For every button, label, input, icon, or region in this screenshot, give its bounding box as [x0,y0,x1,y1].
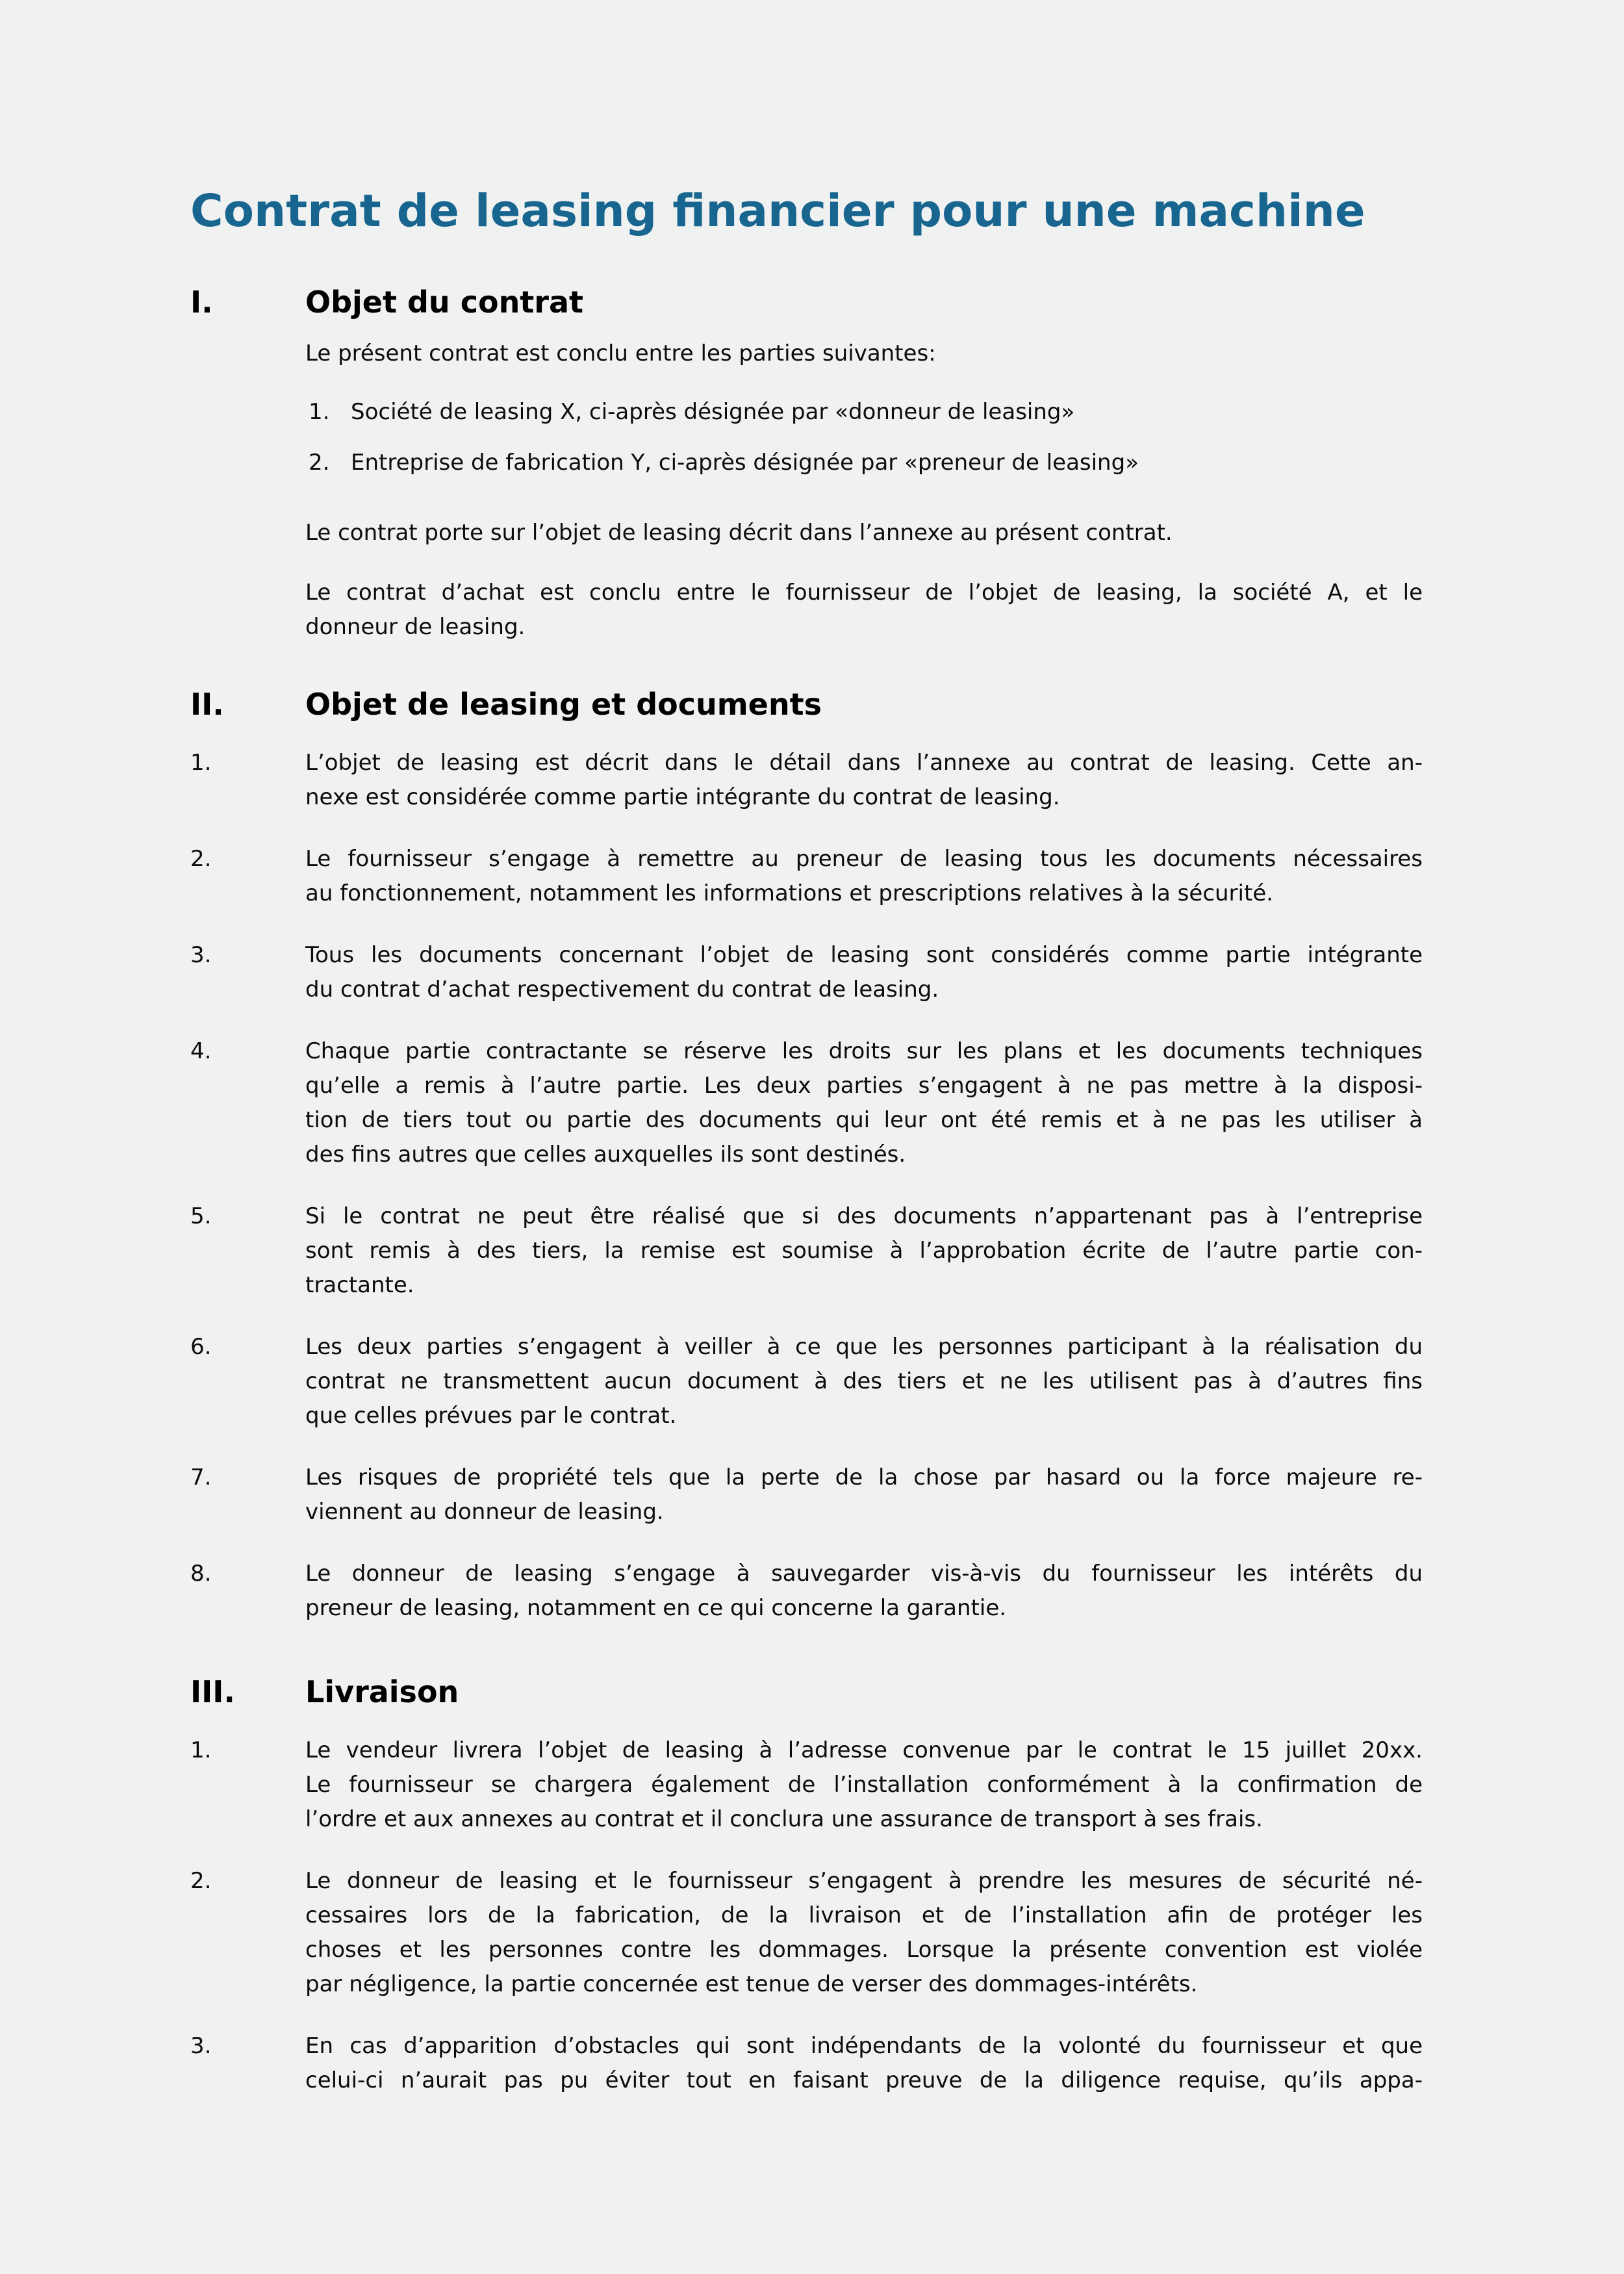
party-text [351,395,1423,429]
text-line: tion de tiers tout ou partie des documents qui leur ont été remis et à ne pas les utiliser à [305,1107,1423,1133]
document-title: Contrat de leasing financier pour une machine [190,185,1365,237]
clause-number: 1. [190,750,212,776]
party-number: 2. [309,450,330,476]
clause-text [305,1733,1423,1837]
clause-number: 2. [190,1868,212,1894]
text-line: que celles prévues par le contrat. [305,1403,677,1429]
clause-row [190,1864,1423,2002]
section-numeral: III. [190,1674,235,1709]
section-numeral: I. [190,285,213,320]
text-line: Le donneur de leasing et le fournisseur s’engagent à prendre les mesures de sécurité né- [305,1868,1423,1894]
clause-text [305,842,1423,911]
text-line: du contrat d’achat respectivement du contrat de leasing. [305,977,939,1003]
text-line: Le vendeur livrera l’objet de leasing à l’adresse convenue par le contrat le 15 juillet 20xx. [305,1737,1423,1763]
clause-row [190,842,1423,911]
text-line: preneur de leasing, notamment en ce qui concerne la garantie. [305,1595,1007,1621]
clause-text [305,2029,1423,2098]
clause-row [190,1733,1423,1837]
clause-number: 7. [190,1464,212,1490]
section-ii-clauses [190,746,1423,1626]
object-paragraph [305,516,1423,550]
text-line: Les deux parties s’engagent à veiller à ce que les personnes participant à la réalisation du [305,1334,1423,1360]
section-label: Objet du contrat [305,285,584,320]
clause-number: 4. [190,1038,212,1064]
text-line: des fins autres que celles auxquelles ils sont destinés. [305,1142,906,1168]
text-line: Société de leasing X, ci-après désignée par «donneur de leasing» [351,399,1075,425]
clause-text [305,1034,1423,1172]
party-number: 1. [309,399,330,425]
clause-text [305,1199,1423,1303]
text-line: Le fournisseur s’engage à remettre au preneur de leasing tous les documents nécessaires [305,846,1423,872]
text-line: par négligence, la partie concernée est tenue de verser des dommages-intérêts. [305,1971,1198,1997]
party-row [309,395,1423,429]
text-line: qu’elle a remis à l’autre partie. Les deux parties s’engagent à ne pas mettre à la disposi- [305,1073,1423,1099]
text-line: celui-ci n’aurait pas pu éviter tout en faisant preuve de la diligence requise, qu’ils appa- [305,2067,1423,2093]
section-label: Objet de leasing et documents [305,687,822,722]
text-line: Le fournisseur se chargera également de l’installation conformément à la confirmation de [305,1772,1423,1798]
clause-row [190,746,1423,815]
text-line: nexe est considérée comme partie intégrante du contrat de leasing. [305,784,1060,810]
clause-text [305,1557,1423,1626]
clause-row [190,2029,1423,2098]
text-line: contrat ne transmettent aucun document à des tiers et ne les utilisent pas à d’autres fins [305,1368,1423,1394]
text-line: Si le contrat ne peut être réalisé que si des documents n’appartenant pas à l’entreprise [305,1203,1423,1229]
clause-row [190,1034,1423,1172]
text-line: viennent au donneur de leasing. [305,1499,664,1525]
clause-row [190,1330,1423,1433]
intro-paragraph [305,337,1423,371]
section-label: Livraison [305,1674,459,1709]
text-line: sont remis à des tiers, la remise est soumise à l’approbation écrite de l’autre partie con- [305,1238,1423,1264]
clause-row [190,938,1423,1007]
clause-number: 6. [190,1334,212,1360]
clause-number: 3. [190,2033,212,2059]
party-row [309,446,1423,480]
clause-row [190,1557,1423,1626]
section-heading-ii [190,684,1423,724]
text-line: donneur de leasing. [305,614,526,640]
text-line: choses et les personnes contre les dommages. Lorsque la présente convention est violée [305,1937,1423,1963]
clause-text [305,746,1423,815]
clause-row [190,1199,1423,1303]
text-line: Le contrat d’achat est conclu entre le fournisseur de l’objet de leasing, la société A, et le [305,580,1423,606]
clause-number: 8. [190,1561,212,1587]
text-line: Le présent contrat est conclu entre les parties suivantes: [305,340,936,366]
section-heading-i [190,282,1423,322]
section-numeral: II. [190,687,224,722]
text-line: cessaires lors de la fabrication, de la livraison et de l’installation afin de protéger les [305,1902,1423,1928]
clause-text [305,1461,1423,1529]
purchase-contract-paragraph [305,576,1423,645]
clause-number: 2. [190,846,212,872]
contract-document [190,183,1423,2098]
text-line: l’ordre et aux annexes au contrat et il conclura une assurance de transport à ses frais. [305,1806,1263,1832]
text-line: Tous les documents concernant l’objet de leasing sont considérés comme partie intégrante [305,942,1423,968]
clause-number: 3. [190,942,212,968]
text-line: Le donneur de leasing s’engage à sauvegarder vis-à-vis du fournisseur les intérêts du [305,1561,1423,1587]
clause-text [305,1330,1423,1433]
section-iii-clauses [190,1733,1423,2098]
text-line: Le contrat porte sur l’objet de leasing décrit dans l’annexe au présent contrat. [305,520,1173,546]
section-heading-iii [190,1672,1423,1712]
text-line: L’objet de leasing est décrit dans le détail dans l’annexe au contrat de leasing. Cette an- [305,750,1423,776]
text-line: En cas d’apparition d’obstacles qui sont indépendants de la volonté du fournisseur et que [305,2033,1423,2059]
text-line: au fonctionnement, notamment les informations et prescriptions relatives à la sécurité. [305,880,1274,906]
text-line: Chaque partie contractante se réserve les droits sur les plans et les documents techniques [305,1038,1423,1064]
text-line: tractante. [305,1272,414,1298]
clause-row [190,1461,1423,1529]
clause-number: 1. [190,1737,212,1763]
clause-text [305,938,1423,1007]
text-line: Les risques de propriété tels que la perte de la chose par hasard ou la force majeure re- [305,1464,1423,1490]
clause-number: 5. [190,1203,212,1229]
party-text [351,446,1423,480]
text-line: Entreprise de fabrication Y, ci-après désignée par «preneur de leasing» [351,450,1139,476]
clause-text [305,1864,1423,2002]
